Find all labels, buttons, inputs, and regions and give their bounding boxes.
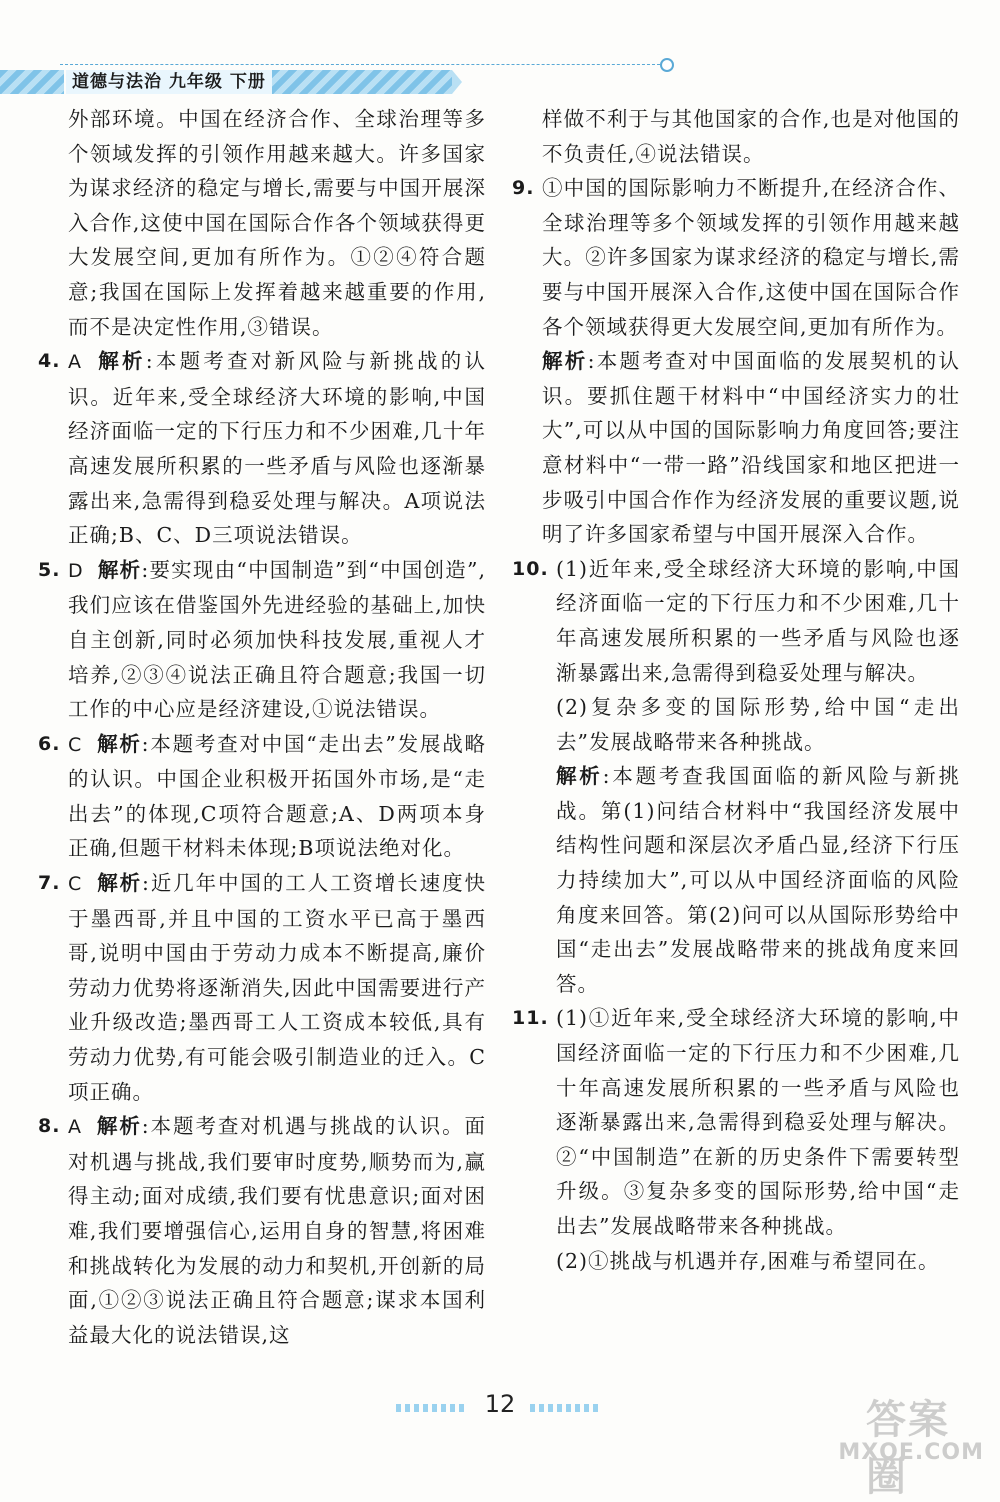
analysis-text: :要实现由“中国制造”到“中国创造”,我们应该在借鉴国外先进经验的基础上,加快自主创新,同时必须加快科技发展,重视人才培养,②③④说法正确且符合题意;我国一切工作的中心应是经济建设,①说法错误。 (68, 557, 487, 722)
analysis-label: 解析 (556, 764, 603, 789)
answer-item-8 (38, 1109, 486, 1352)
analysis-label: 解析 (96, 349, 146, 374)
analysis-label: 解析 (97, 557, 142, 582)
answer-text: ①中国的国际影响力不断提升,在经济合作、全球治理等多个领域发挥的引领作用越来越大。②许多国家为谋求经济的稳定与增长,需要与中国开展深入合作,这使中国在国际合作各个领域获得更大发展空间,更加有所作为。 (542, 176, 960, 339)
answer-choice: C (68, 873, 83, 896)
analysis-text: :近几年中国的工人工资增长速度快于墨西哥,并且中国的工资水平已高于墨西哥,说明中国由于劳动力成本不断提高,廉价劳动力优势将逐渐消失,因此中国需要进行产业升级改造;墨西哥工人工资成本较低,具有劳动力优势,有可能会吸引制造业的迁入。C项正确。 (68, 871, 486, 1104)
analysis-text: :本题考查对机遇与挑战的认识。面对机遇与挑战,我们要审时度势,顺势而为,赢得主动;面对成绩,我们要有忧患意识;面对困难,我们要增强信心,运用自身的智慧,将困难和挑战转化为发展的动力和契机,开创新的局面,①②③说法正确且符合题意;谋求本国利益最大化的说法错误,这 (68, 1114, 486, 1347)
answer-choice: C (68, 733, 83, 756)
analysis-label: 解析 (96, 1114, 142, 1139)
analysis-label: 解析 (96, 871, 142, 896)
right-column (512, 102, 960, 1278)
answer-choice: D (68, 559, 84, 582)
page-footer (0, 1390, 1000, 1430)
item-number: 5. (38, 558, 61, 581)
analysis-text: :本题考查对新风险与新挑战的认识。近年来,受全球经济大环境的影响,中国经济面临一定的下行压力和不少困难,几十年高速发展所积累的一些矛盾与风险也逐渐暴露出来,急需得到稳妥处理与解决。A项说法正确;B、C、D三项说法错误。 (68, 349, 487, 548)
answer-item-11 (512, 1001, 960, 1243)
page-header (0, 0, 1000, 100)
answer-item-6 (38, 727, 486, 866)
answer-choice: A (68, 1116, 82, 1139)
continuation-paragraph: 外部环境。中国在经济合作、全球治理等多个领域发挥的引领作用越来越大。许多国家为谋求经济的稳定与增长,需要与中国开展深入合作,这使中国在国际合作各个领域获得更大发展空间,更加有所作为。①②④符合题意;我国在国际上发挥着越来越重要的作用,而不是决定性作用,③错误。 (68, 107, 486, 339)
answer-item-9 (512, 171, 960, 344)
page-number: 12 (484, 1390, 516, 1418)
answer-item-4 (38, 344, 486, 553)
answer-choice: A (68, 351, 82, 374)
analysis-paragraph (512, 344, 960, 552)
header-stripe-right (272, 70, 452, 94)
answer-text: (1)①近年来,受全球经济大环境的影响,中国经济面临一定的下行压力和不少困难,几十年高速发展所积累的一些矛盾与风险也逐渐暴露出来,急需得到稳妥处理与解决。②“中国制造”在新的历史条件下需要转型升级。③复杂多变的国际形势,给中国“走出去”发展战略带来各种挑战。 (556, 1006, 960, 1238)
item-number: 10. (512, 557, 549, 580)
watermark-url: MXQE.COM (838, 1440, 984, 1465)
analysis-label: 解析 (96, 731, 142, 756)
answer-subpart: (2)①挑战与机遇并存,困难与希望同在。 (556, 1248, 940, 1273)
answer-item-5 (38, 553, 486, 727)
header-dashed-line (60, 64, 660, 65)
answer-subpart: (2)复杂多变的国际形势,给中国“走出去”发展战略带来各种挑战。 (556, 695, 960, 754)
item-number: 6. (38, 732, 61, 755)
item-number: 7. (38, 872, 61, 895)
header-stripe-left (0, 70, 64, 94)
item-number: 8. (38, 1115, 61, 1138)
answer-text: (1)近年来,受全球经济大环境的影响,中国经济面临一定的下行压力和不少困难,几十年高速发展所积累的一些矛盾与风险也逐渐暴露出来,急需得到稳妥处理与解决。 (556, 556, 960, 685)
continuation-paragraph: 样做不利于与其他国家的合作,也是对他国的不负责任,④说法错误。 (542, 107, 960, 166)
analysis-text: :本题考查对中国面临的发展契机的认识。要抓住题干材料中“中国经济实力的壮大”,可以从中国的国际影响力角度回答;要注意材料中“一带一路”沿线国家和地区把进一步吸引中国合作作为经济发展的重要议题,说明了许多国家希望与中国开展深入合作。 (542, 349, 961, 547)
answer-item-10 (512, 552, 960, 690)
item-number: 4. (38, 350, 61, 373)
watermark (838, 1388, 988, 1500)
analysis-label: 解析 (542, 349, 588, 374)
footer-ornament-right (530, 1404, 600, 1412)
watermark-logo-text: 答案圈 (866, 1397, 950, 1500)
analysis-text: :本题考查我国面临的新风险与新挑战。第(1)问结合材料中“我国经济发展中结构性问题和深层次矛盾凸显,经济下行压力持续加大”,可以从中国经济面临的风险角度来回答。第(2)问可以从国际形势给中国“走出去”发展战略带来的挑战角度来回答。 (556, 764, 961, 996)
book-title: 道德与法治 九年级 下册 (66, 70, 272, 94)
footer-ornament-left (396, 1404, 466, 1412)
analysis-text: :本题考查对中国“走出去”发展战略的认识。中国企业积极开拓国外市场,是“走出去”的体现,C项符合题意;A、D两项本身正确,但题干材料未体现;B项说法绝对化。 (68, 731, 486, 861)
answer-item-7 (38, 866, 486, 1109)
item-number: 11. (512, 1007, 549, 1030)
item-number: 9. (512, 177, 535, 200)
analysis-paragraph (512, 759, 960, 1001)
header-circle-ornament (660, 58, 674, 72)
left-column (38, 102, 486, 1352)
